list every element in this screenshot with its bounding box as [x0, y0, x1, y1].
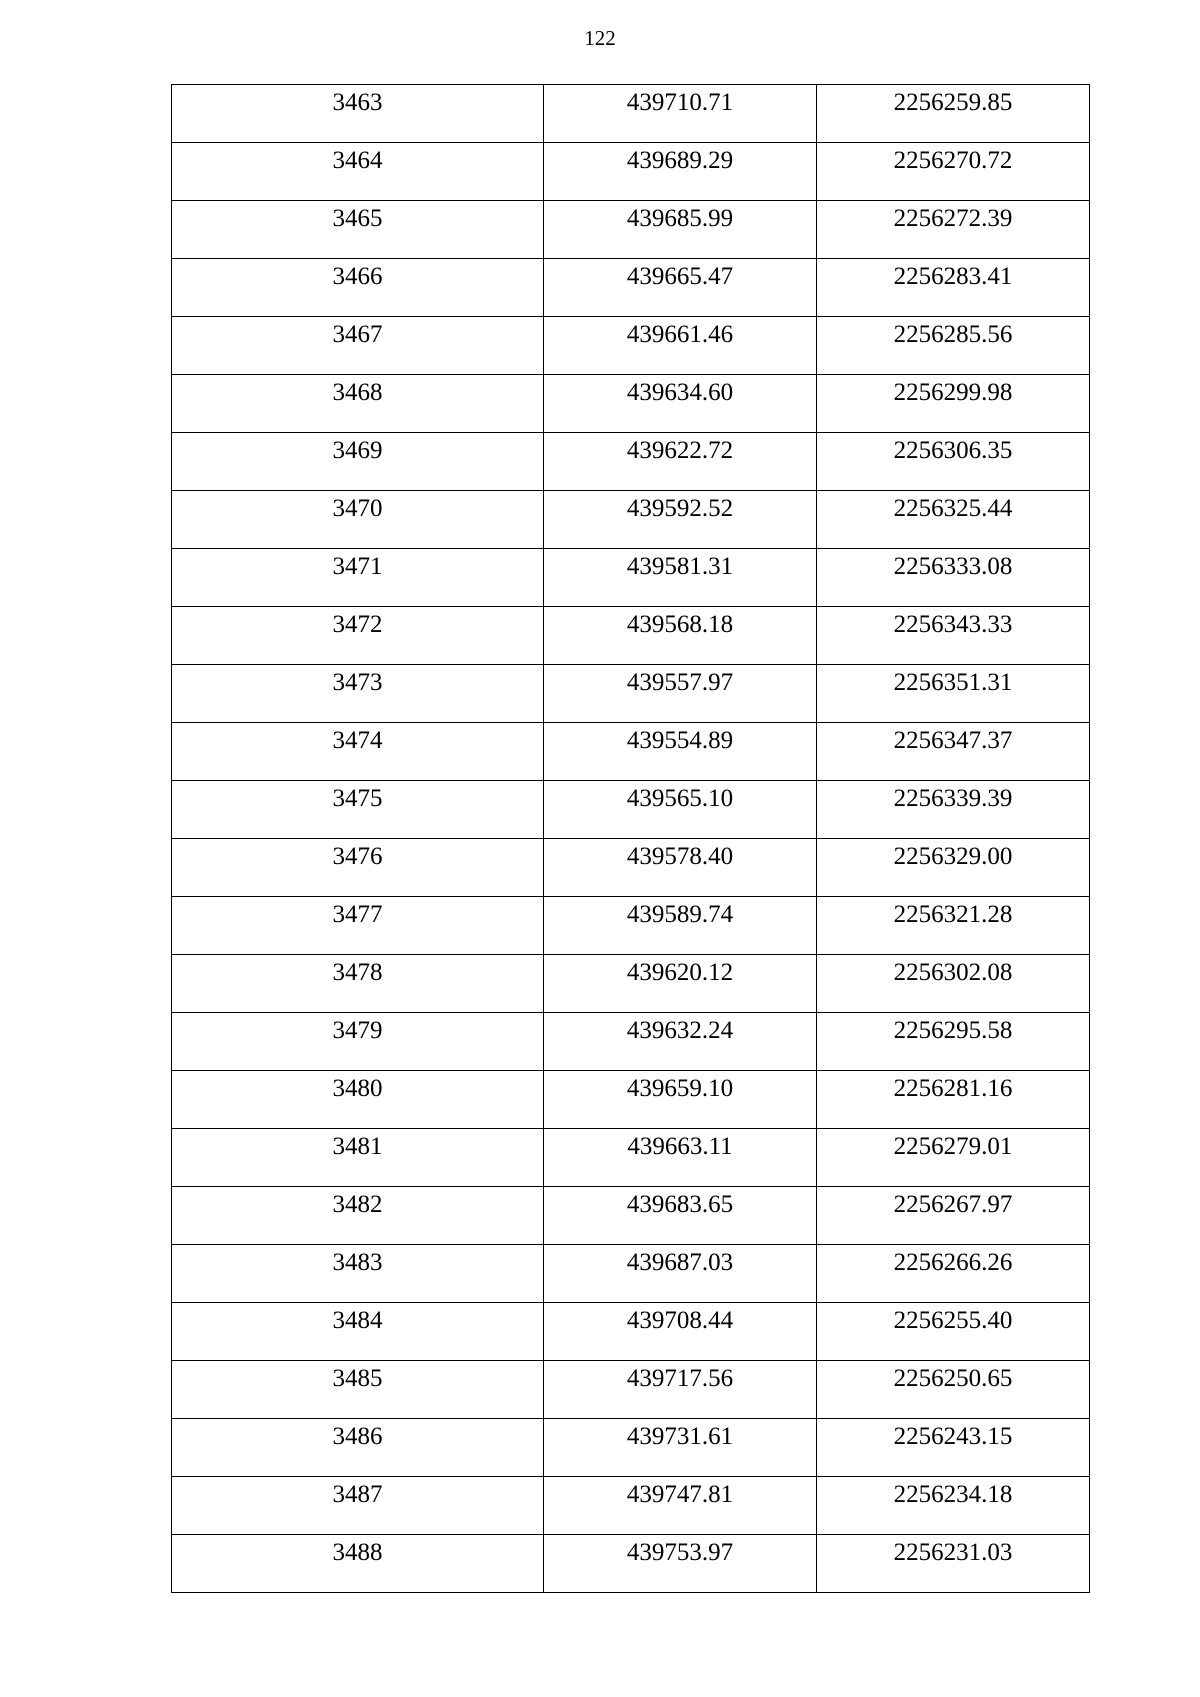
table-row [172, 491, 1090, 549]
y-coordinate-cell: 2256302.08 [817, 955, 1090, 1013]
y-coordinate-cell: 2256270.72 [817, 143, 1090, 201]
point-id-cell: 3464 [172, 143, 544, 201]
table-row [172, 781, 1090, 839]
point-id-cell: 3481 [172, 1129, 544, 1187]
x-coordinate-cell: 439557.97 [544, 665, 817, 723]
x-coordinate-cell: 439661.46 [544, 317, 817, 375]
point-id-cell: 3466 [172, 259, 544, 317]
x-coordinate-cell: 439710.71 [544, 85, 817, 143]
y-coordinate-cell: 2256243.15 [817, 1419, 1090, 1477]
y-coordinate-cell: 2256351.31 [817, 665, 1090, 723]
x-coordinate-cell: 439683.65 [544, 1187, 817, 1245]
y-coordinate-cell: 2256329.00 [817, 839, 1090, 897]
table-row [172, 1187, 1090, 1245]
point-id-cell: 3483 [172, 1245, 544, 1303]
table-row [172, 1303, 1090, 1361]
y-coordinate-cell: 2256231.03 [817, 1535, 1090, 1593]
point-id-cell: 3484 [172, 1303, 544, 1361]
x-coordinate-cell: 439634.60 [544, 375, 817, 433]
table-row [172, 143, 1090, 201]
x-coordinate-cell: 439632.24 [544, 1013, 817, 1071]
x-coordinate-cell: 439581.31 [544, 549, 817, 607]
y-coordinate-cell: 2256267.97 [817, 1187, 1090, 1245]
y-coordinate-cell: 2256299.98 [817, 375, 1090, 433]
table-row [172, 1477, 1090, 1535]
point-id-cell: 3482 [172, 1187, 544, 1245]
table-row [172, 433, 1090, 491]
point-id-cell: 3465 [172, 201, 544, 259]
point-id-cell: 3478 [172, 955, 544, 1013]
y-coordinate-cell: 2256347.37 [817, 723, 1090, 781]
x-coordinate-cell: 439687.03 [544, 1245, 817, 1303]
point-id-cell: 3472 [172, 607, 544, 665]
x-coordinate-cell: 439717.56 [544, 1361, 817, 1419]
y-coordinate-cell: 2256255.40 [817, 1303, 1090, 1361]
table-row [172, 723, 1090, 781]
point-id-cell: 3485 [172, 1361, 544, 1419]
table-row [172, 549, 1090, 607]
point-id-cell: 3486 [172, 1419, 544, 1477]
point-id-cell: 3479 [172, 1013, 544, 1071]
x-coordinate-cell: 439747.81 [544, 1477, 817, 1535]
y-coordinate-cell: 2256234.18 [817, 1477, 1090, 1535]
x-coordinate-cell: 439554.89 [544, 723, 817, 781]
x-coordinate-cell: 439685.99 [544, 201, 817, 259]
x-coordinate-cell: 439578.40 [544, 839, 817, 897]
table-row [172, 1535, 1090, 1593]
point-id-cell: 3463 [172, 85, 544, 143]
x-coordinate-cell: 439620.12 [544, 955, 817, 1013]
x-coordinate-cell: 439665.47 [544, 259, 817, 317]
y-coordinate-cell: 2256325.44 [817, 491, 1090, 549]
coordinates-table-body [172, 85, 1090, 1593]
y-coordinate-cell: 2256285.56 [817, 317, 1090, 375]
point-id-cell: 3476 [172, 839, 544, 897]
point-id-cell: 3473 [172, 665, 544, 723]
table-row [172, 607, 1090, 665]
x-coordinate-cell: 439753.97 [544, 1535, 817, 1593]
x-coordinate-cell: 439659.10 [544, 1071, 817, 1129]
coordinates-table [171, 84, 1090, 1593]
table-row [172, 1013, 1090, 1071]
page-number: 122 [584, 26, 616, 50]
y-coordinate-cell: 2256259.85 [817, 85, 1090, 143]
x-coordinate-cell: 439565.10 [544, 781, 817, 839]
point-id-cell: 3488 [172, 1535, 544, 1593]
y-coordinate-cell: 2256272.39 [817, 201, 1090, 259]
y-coordinate-cell: 2256321.28 [817, 897, 1090, 955]
x-coordinate-cell: 439731.61 [544, 1419, 817, 1477]
table-row [172, 955, 1090, 1013]
x-coordinate-cell: 439622.72 [544, 433, 817, 491]
table-row [172, 259, 1090, 317]
y-coordinate-cell: 2256266.26 [817, 1245, 1090, 1303]
table-row [172, 317, 1090, 375]
table-row [172, 1071, 1090, 1129]
point-id-cell: 3480 [172, 1071, 544, 1129]
y-coordinate-cell: 2256339.39 [817, 781, 1090, 839]
table-row [172, 665, 1090, 723]
y-coordinate-cell: 2256283.41 [817, 259, 1090, 317]
table-row [172, 85, 1090, 143]
y-coordinate-cell: 2256333.08 [817, 549, 1090, 607]
y-coordinate-cell: 2256279.01 [817, 1129, 1090, 1187]
point-id-cell: 3471 [172, 549, 544, 607]
y-coordinate-cell: 2256343.33 [817, 607, 1090, 665]
x-coordinate-cell: 439663.11 [544, 1129, 817, 1187]
point-id-cell: 3468 [172, 375, 544, 433]
table-row [172, 375, 1090, 433]
table-row [172, 1361, 1090, 1419]
table-row [172, 201, 1090, 259]
table-row [172, 1129, 1090, 1187]
x-coordinate-cell: 439568.18 [544, 607, 817, 665]
point-id-cell: 3467 [172, 317, 544, 375]
table-row [172, 839, 1090, 897]
table-row [172, 1245, 1090, 1303]
point-id-cell: 3477 [172, 897, 544, 955]
x-coordinate-cell: 439589.74 [544, 897, 817, 955]
point-id-cell: 3475 [172, 781, 544, 839]
point-id-cell: 3469 [172, 433, 544, 491]
table-row [172, 1419, 1090, 1477]
point-id-cell: 3487 [172, 1477, 544, 1535]
point-id-cell: 3470 [172, 491, 544, 549]
y-coordinate-cell: 2256281.16 [817, 1071, 1090, 1129]
table-row [172, 897, 1090, 955]
x-coordinate-cell: 439708.44 [544, 1303, 817, 1361]
x-coordinate-cell: 439689.29 [544, 143, 817, 201]
point-id-cell: 3474 [172, 723, 544, 781]
x-coordinate-cell: 439592.52 [544, 491, 817, 549]
y-coordinate-cell: 2256295.58 [817, 1013, 1090, 1071]
y-coordinate-cell: 2256250.65 [817, 1361, 1090, 1419]
y-coordinate-cell: 2256306.35 [817, 433, 1090, 491]
